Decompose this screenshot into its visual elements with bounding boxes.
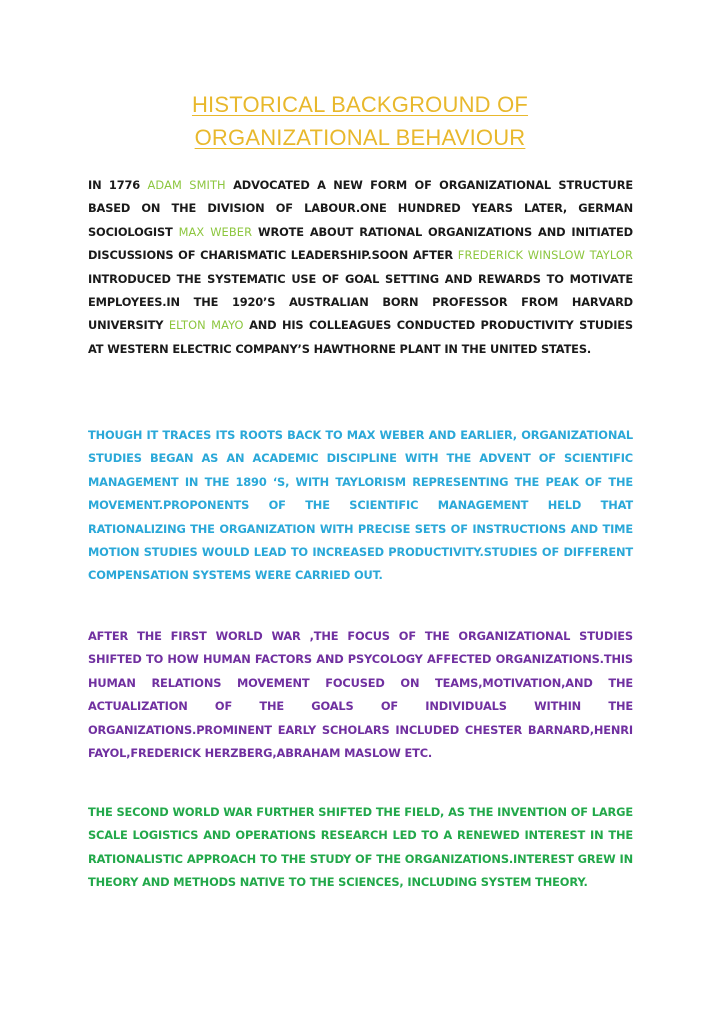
paragraph-text: AND HIS COLLEAGUES CONDUCTED PRODUCTIVITY STUDIES AT WESTERN ELECTRIC COMPANY’S HAWTHORNE PLANT IN THE UNITED STATES.: [88, 318, 633, 356]
title-line-2: ORGANIZATIONAL BEHAVIOUR: [194, 125, 526, 150]
paragraph-text: WROTE ABOUT RATIONAL ORGANIZATIONS AND INITIATED DISCUSSIONS OF CHARISMATIC LEADERSHIP.SOON AFTER: [88, 224, 633, 263]
paragraph-text: ADVOCATED A NEW FORM OF ORGANIZATIONAL STRUCTURE BASED ON THE DIVISION OF LABOUR.ONE HUNDRED YEARS LATER, GERMAN SOCIOLOGIST: [88, 178, 633, 239]
name-highlight-frederick-taylor: FREDERICK WINSLOW TAYLOR: [457, 248, 633, 263]
paragraph-second-world-war: THE SECOND WORLD WAR FURTHER SHIFTED THE FIELD, AS THE INVENTION OF LARGE SCALE LOGISTICS AND OPERATIONS RESEARCH LED TO A RENEWED INTEREST IN THE RATIONALISTIC APPROACH TO THE STUDY OF THE ORGANIZATIONS.INTEREST GREW IN THEORY AND METHODS NATIVE TO THE SCIENCES, INCLUDING SYSTEM THEORY.: [88, 805, 633, 890]
paragraph-text: INTRODUCED THE SYSTEMATIC USE OF GOAL SETTING AND REWARDS TO MOTIVATE EMPLOYEES.IN THE 1920’S AUSTRALIAN BORN PROFESSOR FROM HARVARD UNIVERSITY: [88, 271, 633, 333]
paragraph-scientific-management: THOUGH IT TRACES ITS ROOTS BACK TO MAX WEBER AND EARLIER, ORGANIZATIONAL STUDIES BEGAN AS AN ACADEMIC DISCIPLINE WITH THE ADVENT OF SCIENTIFIC MANAGEMENT IN THE 1890 ‘S, WITH TAYLORISM REPRESENTING THE PEAK OF THE MOVEMENT.PROPONENTS OF THE SCIENTIFIC MANAGEMENT HELD THAT RATIONALIZING THE ORGANIZATION WITH PRECISE SETS OF INSTRUCTIONS AND TIME MOTION STUDIES WOULD LEAD TO INCREASED PRODUCTIVITY.STUDIES OF DIFFERENT COMPENSATION SYSTEMS WERE CARRIED OUT.: [88, 428, 633, 583]
title-line-1: HISTORICAL BACKGROUND OF: [191, 92, 529, 117]
name-highlight-max-weber: MAX WEBER: [178, 224, 253, 239]
name-highlight-elton-mayo: ELTON MAYO: [168, 318, 244, 333]
paragraph-text: IN 1776: [88, 178, 148, 192]
name-highlight-adam-smith: ADAM SMITH: [147, 178, 226, 192]
paragraph-history: [88, 174, 633, 361]
paragraph-human-relations: AFTER THE FIRST WORLD WAR ,THE FOCUS OF THE ORGANIZATIONAL STUDIES SHIFTED TO HOW HUMAN FACTORS AND PSYCOLOGY AFFECTED ORGANIZATIONS.THIS HUMAN RELATIONS MOVEMENT FOCUSED ON TEAMS,MOTIVATION,AND THE ACTUALIZATION OF THE GOALS OF INDIVIDUALS WITHIN THE ORGANIZATIONS.PROMINENT EARLY SCHOLARS INCLUDED CHESTER BARNARD,HENRI FAYOL,FREDERICK HERZBERG,ABRAHAM MASLOW ETC.: [88, 629, 633, 761]
page-title: [90, 88, 630, 154]
